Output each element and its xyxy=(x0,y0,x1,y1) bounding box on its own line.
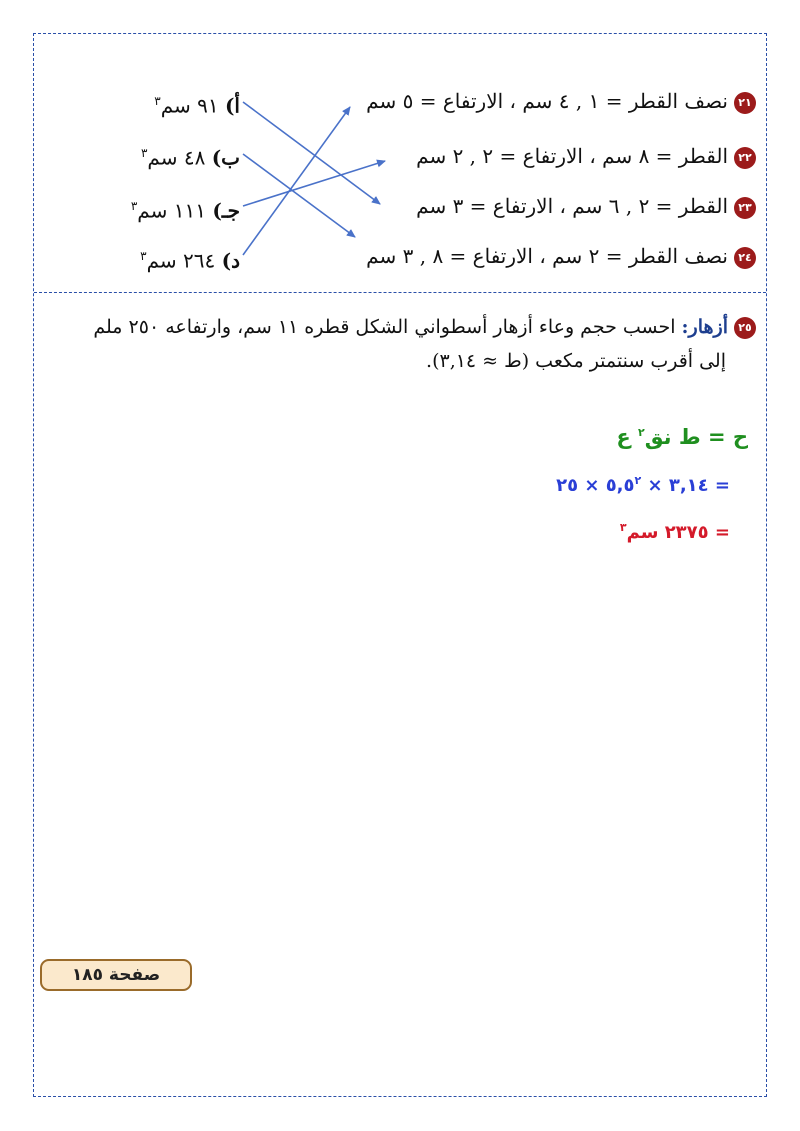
match-arrow-b-to-24 xyxy=(243,154,355,237)
answer-value: ٢٦٤ سم xyxy=(146,248,216,273)
question-text: نصف القطر = ١ , ٤ سم ، الارتفاع = ٥ سم xyxy=(366,89,728,113)
answer-letter: أ) xyxy=(224,93,240,118)
solution-step-1 xyxy=(556,474,730,496)
formula-part: ح = ط نق xyxy=(644,425,748,449)
solution-step-2 xyxy=(620,521,730,543)
answer-exponent: ٣ xyxy=(154,94,161,108)
match-arrow-d-to-21 xyxy=(243,107,350,255)
solution-formula xyxy=(616,425,748,449)
answer-letter: د) xyxy=(221,248,240,273)
step-exponent: ٢ xyxy=(634,474,642,487)
answer-letter: جـ) xyxy=(212,198,240,223)
problem-text-2: إلى أقرب سنتمتر مكعب (ط ≈ ٣,١٤). xyxy=(426,350,726,372)
question-number-badge: ٢١ xyxy=(734,92,756,114)
step-part: × ٢٥ xyxy=(556,475,606,496)
question-text: نصف القطر = ٢ سم ، الارتفاع = ٨ , ٣ سم xyxy=(366,244,728,268)
question-text: القطر = ٢ , ٦ سم ، الارتفاع = ٣ سم xyxy=(416,194,728,218)
problem-line-2 xyxy=(44,344,756,378)
question-number-badge: ٢٥ xyxy=(734,317,756,339)
step-part: = ٢٣٧٥ سم xyxy=(626,522,730,543)
answer-exponent: ٣ xyxy=(140,249,147,263)
answer-value: ٩١ سم xyxy=(160,93,219,118)
answer-value: ١١١ سم xyxy=(137,198,206,223)
match-arrow-c-to-22 xyxy=(243,161,385,206)
question-number-badge: ٢٢ xyxy=(734,147,756,169)
answer-value: ٤٨ سم xyxy=(147,145,206,170)
problem-25 xyxy=(44,310,756,378)
page-number-box xyxy=(40,959,192,991)
formula-part: ع xyxy=(616,425,638,449)
problem-text-1: احسب حجم وعاء أزهار أسطواني الشكل قطره ١١ سم، وارتفاعه ٢٥٠ ملم xyxy=(93,316,676,338)
answer-exponent: ٣ xyxy=(130,199,138,213)
question-number-badge: ٢٣ xyxy=(734,197,756,219)
answer-letter: ب) xyxy=(211,145,240,170)
matching-lines xyxy=(0,0,800,300)
problem-line-1 xyxy=(44,310,756,344)
step-exponent: ٣ xyxy=(619,521,627,534)
formula-exponent: ٢ xyxy=(637,426,645,439)
section-divider xyxy=(34,292,766,293)
match-arrow-a-to-23 xyxy=(243,102,380,204)
answer-exponent: ٣ xyxy=(140,146,148,160)
page-number: صفحة ١٨٥ xyxy=(71,965,161,985)
question-number-badge: ٢٤ xyxy=(734,247,756,269)
problem-title: أزهار: xyxy=(681,316,728,338)
question-text: القطر = ٨ سم ، الارتفاع = ٢ , ٢ سم xyxy=(416,144,728,168)
step-part: = ٣,١٤ × ٥,٥ xyxy=(605,475,730,496)
